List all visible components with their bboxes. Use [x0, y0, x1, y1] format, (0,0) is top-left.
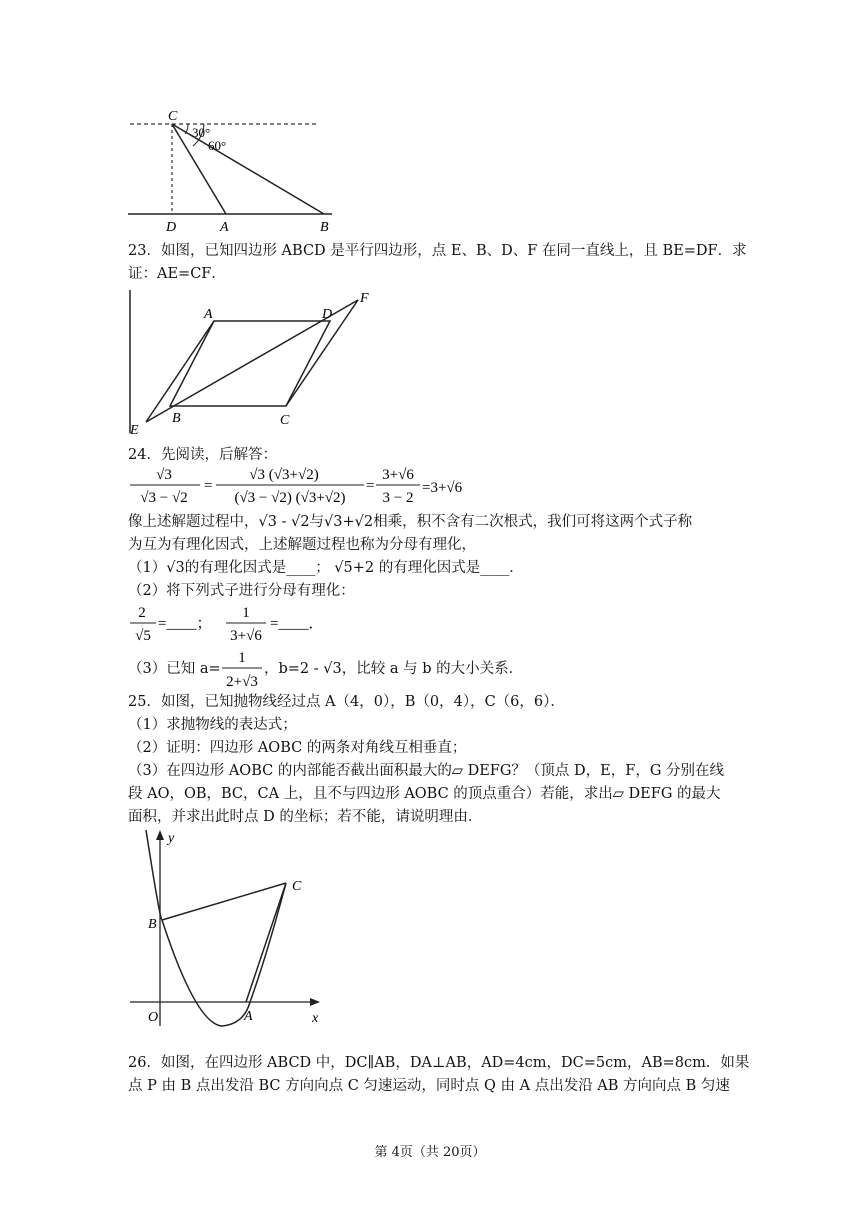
figure-25-parabola — [126, 828, 326, 1030]
sub3-frac-denominator: 2+√3 — [226, 674, 258, 690]
eq-frac2-denominator: (√3 − √2) (√3+√2) — [234, 490, 346, 506]
q25-line6: 面积，并求出此时点 D 的坐标；若不能，请说明理由． — [128, 809, 483, 825]
eq-result: =3+√6 — [422, 480, 463, 496]
expr-b-numerator: 1 — [242, 605, 250, 621]
label-B: B — [172, 411, 181, 426]
label-B: B — [320, 220, 329, 235]
sub3-frac-numerator: 1 — [238, 650, 246, 666]
label-C: C — [168, 109, 178, 124]
expr-a-tail: =____； — [158, 616, 212, 632]
page-footer: 第 4页（共 20页） — [374, 1145, 486, 1160]
eq-frac1-numerator: √3 — [156, 467, 172, 483]
axis-y-label: y — [168, 831, 175, 846]
expr-b-denominator: 3+√6 — [230, 628, 262, 644]
eq-frac3-numerator: 3+√6 — [382, 467, 414, 483]
expr-a-numerator: 2 — [138, 605, 146, 621]
eq-equals-1: = — [204, 478, 213, 494]
figure-22-diagram — [126, 106, 336, 236]
angle-60-label: 60° — [208, 138, 227, 153]
expr-a-denominator: √5 — [135, 628, 151, 644]
q23-text-line1: 23．如图，已知四边形 ABCD 是平行四边形，点 E、B、D、F 在同一直线上，且 BE=DF．求 — [128, 243, 747, 259]
q24-sub1: （1）√3的有理化因式是____； √5+2 的有理化因式是____． — [128, 560, 524, 576]
q24-sub3-head: （3）已知 a= — [128, 661, 221, 677]
angle-30-label: 30° — [192, 125, 211, 140]
q24-sub2: （2）将下列式子进行分母有理化： — [128, 583, 355, 599]
label-C: C — [280, 413, 290, 428]
q24-sub3-fraction — [220, 646, 266, 692]
label-A: A — [220, 220, 229, 235]
axis-x-label: x — [312, 1011, 319, 1026]
q24-para-line2: 为互为有理化因式，上述解题过程也称为分母有理化， — [128, 537, 476, 553]
q24-title: 24．先阅读，后解答： — [128, 447, 277, 463]
q26-line1: 26．如图，在四边形 ABCD 中，DC∥AB，DA⊥AB，AD=4cm，DC=5cm，AB=8cm．如果 — [128, 1055, 750, 1071]
figure-23-parallelogram — [126, 288, 376, 438]
label-D: D — [166, 220, 177, 235]
q24-para-line1: 像上述解题过程中，√3 - √2与√3+√2相乘，积不含有二次根式，我们可将这两个式子称 — [128, 514, 693, 530]
label-C: C — [292, 879, 302, 894]
q25-line3: （2）证明：四边形 AOBC 的两条对角线互相垂直； — [128, 740, 467, 756]
q25-line1: 25．如图，已知抛物线经过点 A（4，0），B（0，4），C（6，6）． — [128, 694, 565, 710]
q26-line2: 点 P 由 B 点出发沿 BC 方向向点 C 匀速运动，同时点 Q 由 A 点出发沿 AB 方向向点 B 匀速 — [128, 1078, 730, 1094]
q24-sub2-expressions — [128, 600, 328, 646]
eq-frac1-denominator: √3 − √2 — [140, 490, 188, 506]
expr-b-tail: =____． — [270, 616, 324, 632]
eq-frac2-numerator: √3 (√3+√2) — [249, 467, 319, 483]
q23-text-line2: 证：AE=CF． — [128, 266, 226, 282]
q24-sub3-tail: ，b=2 - √3，比较 a 与 b 的大小关系． — [264, 661, 524, 677]
label-A: A — [244, 1009, 253, 1024]
label-A: A — [204, 307, 213, 322]
label-D: D — [322, 307, 333, 322]
q25-line4: （3）在四边形 AOBC 的内部能否截出面积最大的▱ DEFG？（顶点 D，E，F，G 分别在线 — [128, 763, 725, 779]
label-E: E — [130, 423, 139, 438]
label-B: B — [148, 917, 157, 932]
label-O: O — [148, 1010, 159, 1025]
eq-frac3-denominator: 3 − 2 — [382, 490, 414, 506]
q25-line5: 段 AO，OB，BC，CA 上，且不与四边形 AOBC 的顶点重合）若能，求出▱ DEFG 的最大 — [128, 786, 721, 802]
q24-equation — [128, 462, 488, 508]
label-F: F — [360, 291, 369, 306]
q25-line2: （1）求抛物线的表达式； — [128, 717, 297, 733]
eq-equals-2: = — [366, 478, 375, 494]
